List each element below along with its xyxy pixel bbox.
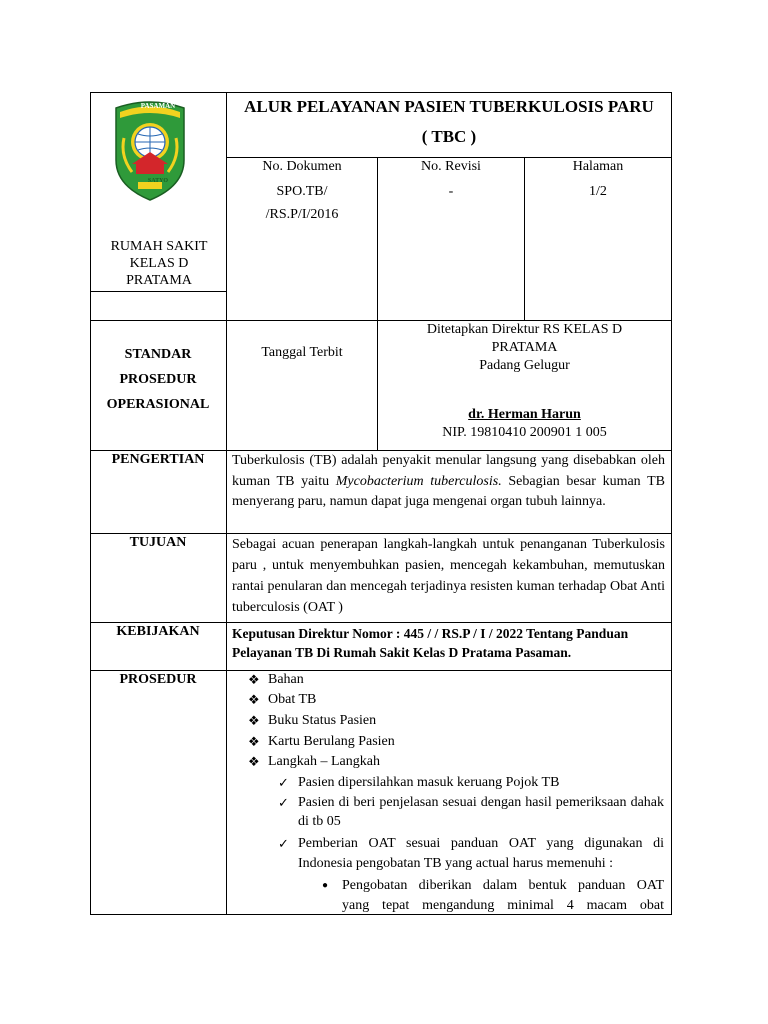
prosedur-item-langkah: Langkah – Langkah	[268, 754, 380, 769]
issue-date-label: Tanggal Terbit	[261, 345, 343, 360]
sop-label-line2: PROSEDUR	[119, 372, 197, 387]
signer-name: dr. Herman Harun	[468, 407, 581, 422]
diamond-bullet-icon: ❖	[248, 734, 260, 749]
step-1: Pasien dipersilahkan masuk keruang Pojok TB	[298, 775, 560, 790]
checkmark-bullet-icon: ✓	[278, 836, 289, 851]
kebijakan-label: KEBIJAKAN	[116, 624, 200, 639]
pengertian-text-italic: Mycobacterium tuberculosis.	[335, 473, 502, 489]
sub-step-line-1: Pengobatan diberikan dalam bentuk panduan OAT	[342, 878, 664, 893]
checkmark-bullet-icon: ✓	[278, 775, 289, 790]
checkmark-bullet-icon: ✓	[278, 795, 289, 810]
prosedur-label: PROSEDUR	[119, 672, 197, 687]
revision-value: -	[448, 184, 454, 199]
sop-document	[90, 92, 672, 915]
document-title-line1: ALUR PELAYANAN PASIEN TUBERKULOSIS PARU	[244, 97, 654, 116]
revision-label: No. Revisi	[421, 159, 481, 174]
pasaman-regency-emblem-icon	[110, 98, 190, 202]
diamond-bullet-icon: ❖	[248, 754, 260, 769]
page-value: 1/2	[589, 184, 607, 199]
document-title-line2: ( TBC )	[421, 127, 477, 146]
round-bullet-icon: ●	[322, 880, 329, 891]
sop-label-line1: STANDAR	[124, 347, 192, 362]
document-number-label: No. Dokumen	[262, 159, 342, 174]
tujuan-text: Sebagai acuan penerapan langkah-langkah untuk penanganan Tuberkulosis paru , untuk menyembuhkan pasien, mencegah kekambuhan, memutuskan rantai penularan dan mencegah terjadinya resisten kuman terhadap Obat Anti tuberculosis (OAT )	[232, 537, 665, 615]
pengertian-text-end: Sebagian besar kuman TB menyerang paru, namun dapat juga mengenai organ tubuh lainnya.	[232, 473, 665, 509]
sub-step-line-2: yang tepat mengandung minimal 4 macam obat	[342, 898, 664, 913]
table-border-left	[90, 92, 91, 915]
stipulated-location: Padang Gelugur	[479, 358, 570, 373]
prosedur-item-buku-status: Buku Status Pasien	[268, 713, 377, 728]
stipulated-by-line1: Ditetapkan Direktur RS KELAS D	[426, 322, 623, 337]
stipulated-by-line2: PRATAMA	[491, 340, 558, 355]
prosedur-item-bahan: Bahan	[268, 672, 304, 687]
prosedur-item-obat-tb: Obat TB	[268, 692, 317, 707]
prosedur-item-kartu: Kartu Berulang Pasien	[268, 734, 395, 749]
pengertian-text-start: Tuberkulosis (TB) adalah penyakit menular langsung yang disebabkan oleh kuman TB yaitu	[232, 453, 665, 489]
signer-nip: NIP. 19810410 200901 1 005	[442, 425, 607, 440]
document-number-value-1: SPO.TB/	[276, 184, 328, 199]
sop-label-line3: OPERASIONAL	[106, 397, 210, 412]
tujuan-label: TUJUAN	[129, 535, 187, 550]
step-2: Pasien di beri penjelasan sesuai dengan hasil pemeriksaan dahak di tb 05	[298, 795, 664, 829]
logo-cell-divider	[90, 291, 226, 292]
page-label: Halaman	[572, 159, 624, 174]
kebijakan-text: Keputusan Direktur Nomor : 445 / / RS.P / I / 2022 Tentang Panduan Pelayanan TB Di Rumah Sakit Kelas D Pratama Pasaman.	[232, 626, 629, 660]
step-3: Pemberian OAT sesuai panduan OAT yang digunakan di Indonesia pengobatan TB yang actual harus memenuhi :	[298, 836, 664, 871]
institution-name: RUMAH SAKIT KELAS D PRATAMA	[110, 239, 208, 288]
pengertian-text	[232, 451, 665, 513]
emblem-label-bottom: SATYO	[147, 178, 169, 184]
pengertian-label: PENGERTIAN	[111, 452, 205, 467]
diamond-bullet-icon: ❖	[248, 713, 260, 728]
diamond-bullet-icon: ❖	[248, 672, 260, 687]
diamond-bullet-icon: ❖	[248, 692, 260, 707]
document-number-value-2: /RS.P/I/2016	[265, 207, 339, 222]
table-border-right	[671, 92, 672, 915]
emblem-label-top: PASAMAN	[140, 102, 176, 110]
